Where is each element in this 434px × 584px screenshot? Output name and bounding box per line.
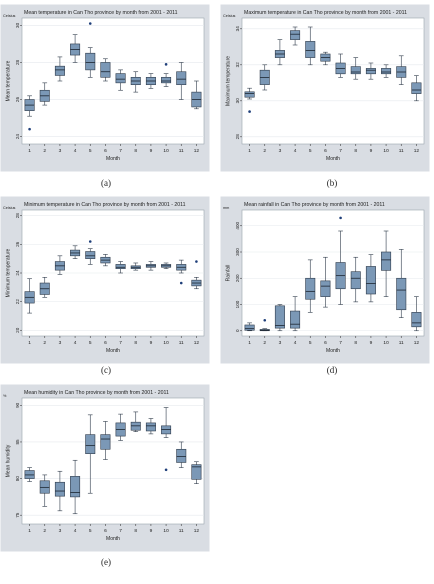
x-tick-label: 3 [58,149,62,154]
x-tick-label: 2 [263,149,267,154]
y-tick-label: 24 [15,270,21,276]
chart-title: Mean humidity in Can Tho province by month from 2001 - 2011 [24,390,169,396]
x-tick-label: 4 [73,149,77,154]
x-tick-label: 9 [149,149,153,154]
outlier-point [339,217,342,220]
chart-mean-temperature [0,4,210,172]
x-tick-label: 6 [324,149,327,154]
chart-svg [0,4,210,172]
iqr-box [381,252,390,270]
x-tick-label: 10 [383,341,389,346]
outlier-point [28,128,31,131]
x-tick-label: 5 [308,149,312,154]
iqr-box [290,31,299,40]
iqr-box [161,77,170,83]
y-unit-label: Celsius [3,206,16,210]
x-tick-label: 8 [354,341,358,346]
x-tick-label: 10 [163,529,169,534]
box-month-3 [275,305,284,331]
iqr-box [86,252,95,259]
iqr-box [101,435,110,450]
y-unit-label: Celsius [3,14,16,18]
x-tick-label: 3 [278,341,282,346]
x-tick-label: 12 [193,341,200,346]
x-tick-label: 12 [413,341,420,346]
y-tick-label: 20 [15,327,21,333]
x-tick-label: 11 [178,341,184,346]
iqr-box [86,53,95,70]
iqr-box [321,281,330,297]
iqr-box [366,266,375,294]
x-tick-label: 5 [308,341,312,346]
iqr-box [275,306,284,328]
y-unit-label: Celsius [223,14,236,18]
outlier-point [195,260,198,263]
y-tick-label: 34 [235,26,241,32]
chart-mean-rainfall [220,196,430,364]
x-tick-label: 2 [263,341,267,346]
x-tick-label: 3 [278,149,282,154]
iqr-box [116,264,125,268]
chart-svg [0,384,210,552]
x-tick-label: 2 [43,149,47,154]
y-tick-label: 26 [15,96,21,103]
x-tick-label: 9 [369,341,373,346]
y-axis-label: Maximum temperature [225,55,232,107]
x-tick-label: 5 [88,529,92,534]
y-tick-label: 24 [15,134,21,140]
y-axis-label: Minimum temperature [5,248,12,298]
iqr-box [245,325,254,330]
x-tick-label: 12 [193,529,200,534]
y-tick-label: 28 [15,213,21,219]
x-tick-label: 10 [163,149,169,154]
x-tick-label: 12 [413,149,420,154]
x-tick-label: 5 [88,341,92,346]
iqr-box [397,278,406,310]
iqr-box [101,62,110,77]
iqr-box [177,72,186,85]
iqr-box [55,482,64,496]
x-tick-label: 10 [383,149,389,154]
outlier-point [89,22,92,25]
x-tick-label: 1 [28,149,31,154]
x-tick-label: 6 [324,341,327,346]
y-tick-label: 30 [235,98,241,104]
x-tick-label: 6 [104,529,107,534]
iqr-box [290,311,299,328]
x-tick-label: 8 [134,149,138,154]
chart-title: Maximum temperature in Can Tho province by month from 2001 - 2011 [244,10,408,16]
y-tick-label: 28 [15,59,21,66]
x-tick-label: 12 [193,149,200,154]
y-tick-label: 100 [235,300,241,309]
outlier-point [89,240,92,243]
y-unit-label: % [3,394,7,398]
x-tick-label: 6 [104,341,107,346]
x-axis-label: Month [106,156,120,162]
x-tick-label: 2 [43,341,47,346]
x-tick-label: 11 [178,149,184,154]
chart-svg [0,196,210,364]
x-tick-label: 7 [339,149,342,154]
x-axis-label: Month [326,156,340,162]
x-tick-label: 9 [369,149,373,154]
x-tick-label: 10 [163,341,169,346]
caption-e: (e) [101,557,111,567]
x-tick-label: 11 [398,341,404,346]
x-tick-label: 7 [119,529,122,534]
y-unit-label: mm [223,206,230,210]
y-tick-label: 32 [235,62,241,68]
y-tick-label: 300 [235,248,241,256]
iqr-box [245,92,254,97]
y-tick-label: 30 [15,22,21,28]
y-tick-label: 400 [235,221,241,230]
y-tick-label: 80 [15,476,21,482]
chart-svg [220,196,430,364]
x-tick-label: 8 [134,529,138,534]
outlier-point [165,468,168,471]
x-tick-label: 3 [58,529,62,534]
outlier-point [165,63,168,66]
y-tick-label: 75 [15,512,21,518]
iqr-box [70,476,79,497]
x-tick-label: 1 [248,341,251,346]
chart-title: Minimum temperature in Can Tho province by month from 2001 - 2011 [24,202,186,208]
chart-mean-humidity [0,384,210,552]
chart-title: Mean rainfall in Can Tho province by month from 2001 - 2011 [244,202,385,208]
x-tick-label: 9 [149,341,153,346]
y-tick-label: 200 [235,274,241,283]
caption-d: (d) [326,365,338,375]
x-tick-label: 2 [43,529,47,534]
x-tick-label: 7 [119,341,122,346]
x-tick-label: 7 [339,341,342,346]
chart-max-temperature [220,4,430,172]
caption-b: (b) [326,178,338,188]
plot-area [242,210,424,336]
y-axis-label: Mean humidity [5,444,12,478]
iqr-box [116,74,125,83]
chart-min-temperature [0,196,210,364]
chart-title: Mean temperature in Can Tho province by month from 2001 - 2011 [24,10,178,16]
y-tick-label: 26 [15,241,21,247]
x-axis-label: Month [326,348,340,354]
y-tick-label: 22 [15,299,21,305]
iqr-box [146,423,155,431]
x-axis-label: Month [106,348,120,354]
x-tick-label: 11 [178,529,184,534]
x-axis-label: Month [106,536,120,542]
x-tick-label: 1 [28,529,31,534]
y-tick-label: 28 [235,134,241,140]
iqr-box [366,68,375,73]
chart-svg [220,4,430,172]
x-tick-label: 4 [73,529,77,534]
x-tick-label: 4 [293,341,297,346]
iqr-box [412,312,421,326]
outlier-point [248,110,251,113]
iqr-box [306,278,315,299]
x-tick-label: 1 [248,149,251,154]
outlier-point [263,319,266,322]
iqr-box [86,435,95,454]
y-tick-label: 90 [15,402,21,408]
iqr-box [177,449,186,462]
outlier-point [180,282,183,285]
iqr-box [55,66,64,75]
x-tick-label: 3 [58,341,62,346]
x-tick-label: 9 [149,529,153,534]
x-tick-label: 8 [134,341,138,346]
y-axis-label: Mean temperature [5,60,12,102]
x-tick-label: 6 [104,149,107,154]
iqr-box [306,41,315,57]
x-tick-label: 1 [28,341,31,346]
x-tick-label: 11 [398,149,404,154]
x-tick-label: 7 [119,149,122,154]
caption-a: (a) [101,178,111,188]
iqr-box [351,67,360,74]
iqr-box [381,68,390,73]
x-tick-label: 4 [293,149,297,154]
iqr-box [412,83,421,94]
y-axis-label: Rainfall [225,264,232,282]
y-tick-label: 0 [235,329,241,333]
x-tick-label: 4 [73,341,77,346]
iqr-box [351,272,360,289]
caption-c: (c) [101,365,111,375]
y-tick-label: 85 [15,439,21,445]
x-tick-label: 5 [88,149,92,154]
x-tick-label: 8 [354,149,358,154]
